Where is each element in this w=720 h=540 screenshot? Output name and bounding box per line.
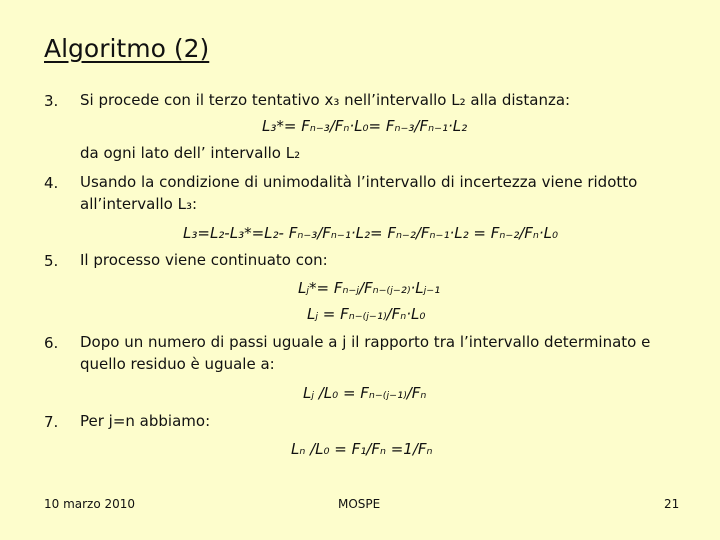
item-text: Il processo viene continuato con: — [80, 251, 328, 269]
item-number: 7. — [44, 413, 59, 431]
item-text: Usando la condizione di unimodalità l’intervallo di incertezza viene ridotto — [80, 173, 638, 191]
item-number: 5. — [44, 252, 59, 270]
item-number: 3. — [44, 92, 59, 110]
item-text: da ogni lato dell’ intervallo L₂ — [80, 144, 301, 162]
formula-l3-star: L₃*= Fₙ₋₃/Fₙ·L₀= Fₙ₋₃/Fₙ₋₁·L₂ — [262, 117, 468, 135]
item-number: 6. — [44, 334, 59, 352]
formula-lj-star: Lⱼ*= Fₙ₋ⱼ/Fₙ₋₍ⱼ₋₂₎·Lⱼ₋₁ — [298, 279, 441, 297]
footer-date: 10 marzo 2010 — [44, 497, 136, 511]
item-text: Si procede con il terzo tentativo x₃ nell’intervallo L₂ alla distanza: — [80, 91, 571, 109]
formula-lj-ratio: Lⱼ /L₀ = Fₙ₋₍ⱼ₋₁₎/Fₙ — [303, 384, 427, 402]
formula-l3: L₃=L₂-L₃*=L₂- Fₙ₋₃/Fₙ₋₁·L₂= Fₙ₋₂/Fₙ₋₁·L₂ = Fₙ₋₂/Fₙ·L₀ — [183, 224, 559, 242]
item-text: all’intervallo L₃: — [80, 195, 198, 213]
slide-title: Algoritmo (2) — [44, 34, 210, 63]
footer-center: MOSPE — [338, 497, 381, 511]
formula-lj: Lⱼ = Fₙ₋₍ⱼ₋₁₎/Fₙ·L₀ — [307, 305, 426, 323]
item-text: Dopo un numero di passi uguale a j il rapporto tra l’intervallo determinato e — [80, 333, 651, 351]
item-text: quello residuo è uguale a: — [80, 355, 275, 373]
page-number: 21 — [664, 497, 680, 511]
item-number: 4. — [44, 174, 59, 192]
formula-ln-ratio: Lₙ /L₀ = F₁/Fₙ =1/Fₙ — [291, 440, 433, 458]
item-text: Per j=n abbiamo: — [80, 412, 211, 430]
